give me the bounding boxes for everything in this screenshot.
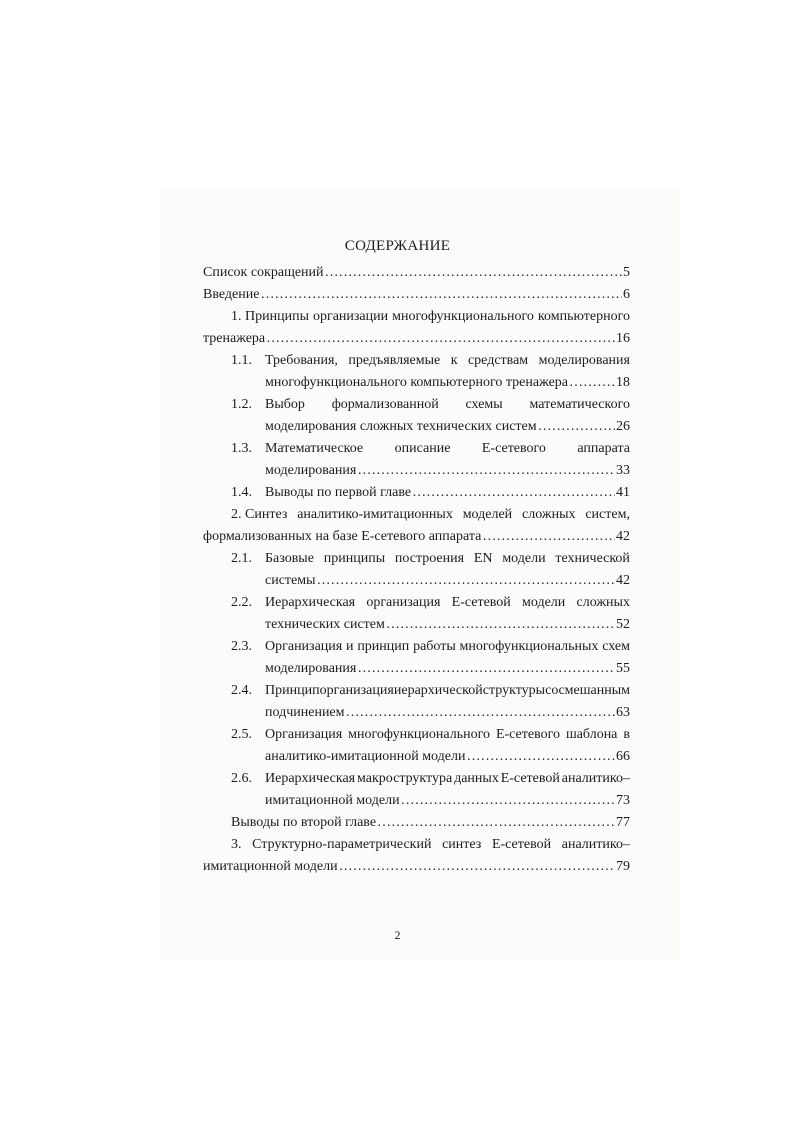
leader-dots	[339, 856, 615, 878]
toc-entry-page: 6	[623, 287, 630, 302]
toc-entry-page: 73	[616, 793, 630, 808]
toc-entry-page: 55	[616, 661, 630, 676]
toc-entry-first-line: 3. Структурно-параметрический синтез Е-сетевой аналитико–	[231, 837, 630, 852]
toc-entry-last-line	[203, 328, 630, 350]
toc-entry-chapter-1[interactable]	[203, 306, 630, 350]
toc-entry-number: 2.6.	[231, 771, 252, 786]
leader-dots	[466, 746, 615, 768]
toc-entry-page: 26	[616, 419, 630, 434]
toc-entry-last-line	[265, 658, 630, 680]
toc-entry-last-line	[265, 482, 630, 504]
leader-dots	[569, 372, 615, 394]
toc-entry-page: 16	[616, 331, 630, 346]
toc-entry-text: подчинением	[265, 705, 345, 720]
toc-entry-text: Выводы по первой главе	[265, 485, 412, 500]
toc-entry-section-1-1[interactable]	[203, 350, 630, 394]
toc-entry-text: тренажера	[203, 331, 266, 346]
toc-entry-chapter-3[interactable]	[203, 834, 630, 878]
toc-entry-text: Введение	[203, 287, 260, 302]
toc-entry-last-line	[265, 416, 630, 438]
toc-entry-page: 5	[623, 265, 630, 280]
toc-entry-text: моделирования сложных технических систем	[265, 419, 537, 434]
toc-entry-section-1-4[interactable]	[203, 482, 630, 504]
leader-dots	[325, 262, 622, 284]
toc-entry-number: 2.4.	[231, 683, 252, 698]
toc-entry-first-line: Требования, предъявляемые к средствам моделирования	[265, 353, 630, 368]
toc-entry-number: 2.	[231, 507, 242, 522]
toc-entry-text: моделирования	[265, 463, 357, 478]
leader-dots	[538, 416, 615, 438]
toc-entry-number: 1.4.	[231, 485, 252, 500]
toc-entry-last-line	[265, 746, 630, 768]
toc-entry-last-line	[265, 460, 630, 482]
toc-entry-number: 2.1.	[231, 551, 252, 566]
toc-entry-section-1-3[interactable]	[203, 438, 630, 482]
leader-dots	[377, 812, 615, 834]
leader-dots	[357, 658, 615, 680]
toc-entry-text: моделирования	[265, 661, 357, 676]
toc-entry-introduction[interactable]	[203, 284, 630, 306]
toc-entry-number: 3.	[231, 837, 242, 852]
toc-entry-text: технических систем	[265, 617, 385, 632]
toc-entry-page: 42	[616, 529, 630, 544]
toc-entry-page: 66	[616, 749, 630, 764]
toc-entry-text: имитационной модели	[265, 793, 400, 808]
toc-entry-number: 1.3.	[231, 441, 252, 456]
toc-entry-first-line: Базовые принципы построения EN модели технической	[265, 551, 630, 566]
toc-entry-last-line	[265, 702, 630, 724]
leader-dots	[401, 790, 615, 812]
toc-entry-first-line: Математическое описание Е-сетевого аппарата	[265, 441, 630, 456]
toc-entry-text: Список сокращений	[203, 265, 324, 280]
toc-entry-page: 42	[616, 573, 630, 588]
toc-entry-text: аналитико-имитационной модели	[265, 749, 466, 764]
toc-entry-page: 63	[616, 705, 630, 720]
toc-entry-first-line: Организация многофункционального Е-сетевого шаблона в	[265, 727, 630, 742]
toc-entry-page: 52	[616, 617, 630, 632]
toc-entry-number: 2.3.	[231, 639, 252, 654]
toc-entry-text: Выводы по второй главе	[231, 815, 377, 830]
toc-entry-last-line	[265, 790, 630, 812]
leader-dots	[260, 284, 622, 306]
leader-dots	[317, 570, 615, 592]
toc-entry-page: 79	[616, 859, 630, 874]
toc-entry-last-line	[265, 372, 630, 394]
toc-entry-chapter-2[interactable]	[203, 504, 630, 548]
toc-entry-section-2-5[interactable]	[203, 724, 630, 768]
toc-entry-abbreviations[interactable]	[203, 262, 630, 284]
toc-entry-text: формализованных на базе Е-сетевого аппарата	[203, 529, 482, 544]
toc-entry-text: имитационной модели	[203, 859, 338, 874]
table-of-contents	[203, 262, 630, 878]
toc-entry-section-2-2[interactable]	[203, 592, 630, 636]
toc-entry-number: 1.1.	[231, 353, 252, 368]
toc-entry-section-2-1[interactable]	[203, 548, 630, 592]
toc-entry-first-line: Иерархическая организация Е-сетевой модели сложных	[265, 595, 630, 610]
toc-entry-page: 18	[616, 375, 630, 390]
toc-entry-section-2-3[interactable]	[203, 636, 630, 680]
toc-entry-page: 41	[616, 485, 630, 500]
toc-entry-first-line: Выбор формализованной схемы математического	[265, 397, 630, 412]
toc-entry-page: 77	[616, 815, 630, 830]
leader-dots	[482, 526, 615, 548]
toc-entry-first-line: 2. Синтез аналитико-имитационных моделей сложных систем,	[231, 507, 630, 522]
leader-dots	[386, 614, 615, 636]
toc-entry-text: системы	[265, 573, 316, 588]
toc-entry-number: 1.2.	[231, 397, 252, 412]
toc-entry-section-2-4[interactable]	[203, 680, 630, 724]
toc-entry-number: 1.	[231, 309, 242, 324]
toc-entry-last-line	[265, 614, 630, 636]
toc-entry-first-line: 1. Принципы организации многофункционального компьютерного	[231, 309, 630, 324]
leader-dots	[346, 702, 615, 724]
toc-entry-text: многофункционального компьютерного тренажера	[265, 375, 569, 390]
toc-entry-last-line	[203, 526, 630, 548]
toc-entry-first-line: Принцип организация иерархической структуры со смешанным	[265, 683, 630, 698]
toc-entry-last-line	[265, 570, 630, 592]
toc-title: СОДЕРЖАНИЕ	[344, 238, 451, 254]
toc-entry-first-line: Организация и принцип работы многофункциональных схем	[265, 639, 630, 654]
toc-entry-page: 33	[616, 463, 630, 478]
toc-entry-last-line	[203, 856, 630, 878]
leader-dots	[357, 460, 615, 482]
toc-entry-number: 2.5.	[231, 727, 252, 742]
leader-dots	[412, 482, 615, 504]
leader-dots	[266, 328, 615, 350]
toc-entry-chapter-2-conclusions[interactable]	[231, 812, 630, 834]
page-number: 2	[394, 928, 401, 942]
toc-entry-section-2-6[interactable]	[203, 768, 630, 812]
toc-entry-number: 2.2.	[231, 595, 252, 610]
toc-entry-section-1-2[interactable]	[203, 394, 630, 438]
toc-entry-first-line: Иерархическая макроструктура данных Е-сетевой аналитико–	[265, 771, 630, 786]
